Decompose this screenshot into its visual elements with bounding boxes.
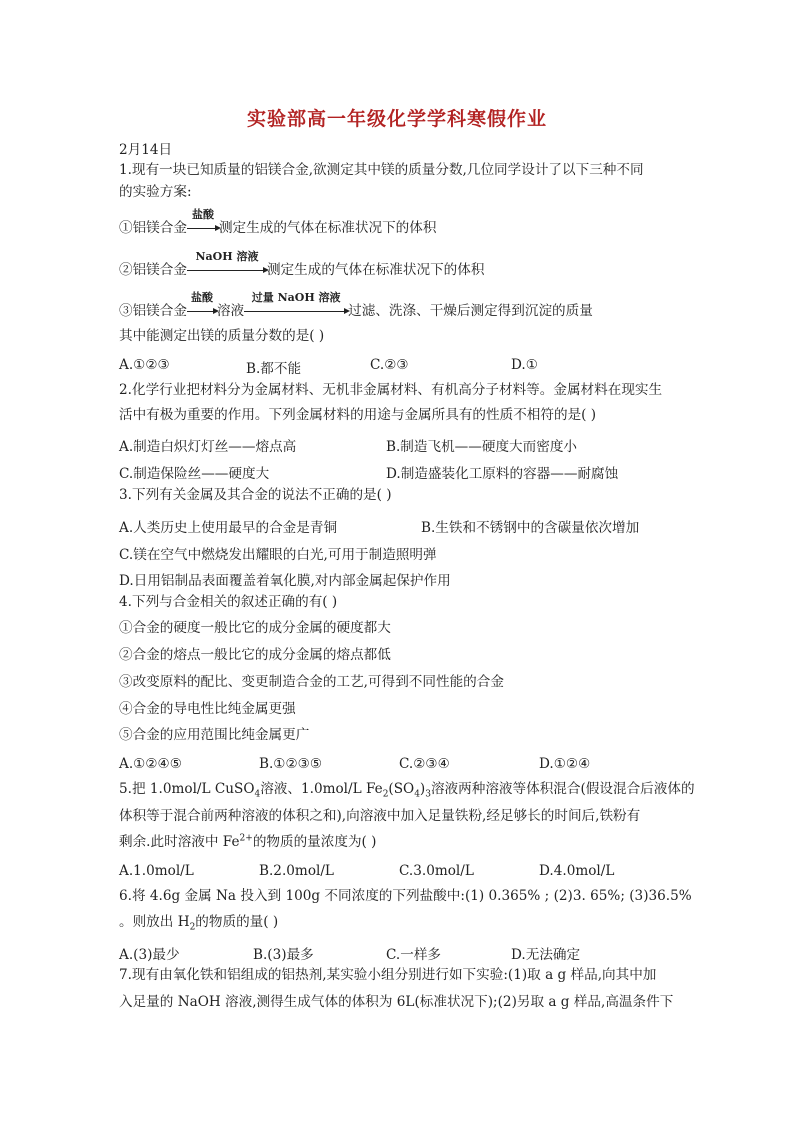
q5-option-b: B.2.0mol/L (259, 863, 334, 879)
q4-statement-5: ⑤合金的应用范围比纯金属更广 (119, 727, 310, 743)
plan2-start: ②铝镁合金 (119, 262, 187, 278)
plan3-end: 过滤、洗涤、干燥后测定得到沉淀的质量 (348, 303, 593, 319)
q4-statement-4: ④合金的导电性比纯金属更强 (119, 701, 296, 717)
q5-option-c: C.3.0mol/L (399, 863, 474, 879)
q1-stem-line2: 的实验方案: (119, 184, 192, 200)
q5-text: ) (419, 781, 426, 797)
q3-option-d: D.日用铝制品表面覆盖着氧化膜,对内部金属起保护作用 (119, 573, 451, 589)
q5-text: 剩余.此时溶液中 Fe (119, 834, 240, 850)
q1-option-d: D.① (511, 357, 538, 373)
q6-subscript: 2 (189, 922, 196, 933)
q5-subscript: 4 (254, 789, 261, 800)
q2-option-c: C.制造保险丝——硬度大 (119, 466, 270, 482)
q1-option-c: C.②③ (370, 357, 409, 373)
plan1-end: 测定生成的气体在标准状况下的体积 (218, 220, 437, 236)
q5-subscript: 2 (382, 789, 389, 800)
q2-stem-line1: 2.化学行业把材料分为金属材料、无机非金属材料、有机高分子材料等。金属材料在现实生 (119, 382, 663, 398)
q5-option-a: A.1.0mol/L (119, 863, 194, 879)
q4-statement-1: ①合金的硬度一般比它的成分金属的硬度都大 (119, 620, 391, 636)
q1-plan-3 (119, 291, 593, 319)
reaction-arrow (187, 291, 217, 319)
arrow-reagent-label: 过量 NaOH 溶液 (251, 291, 341, 304)
q5-subscript: 4 (414, 789, 420, 800)
q6-option-c: C.一样多 (386, 947, 442, 963)
q4-option-b: B.①②③⑤ (259, 756, 323, 772)
q5-text: 溶液、1.0mol/L Fe (260, 781, 383, 797)
q5-stem-line3 (119, 833, 377, 850)
q1-stem-line1: 1.现有一块已知质量的铝镁合金,欲测定其中镁的质量分数,几位同学设计了以下三种不同 (119, 162, 644, 178)
plan1-start: ①铝镁合金 (119, 220, 187, 236)
q4-statement-3: ③改变原料的配比、变更制造合金的工艺,可得到不同性能的合金 (119, 674, 504, 690)
q7-stem-line2: 入足量的 NaOH 溶液,测得生成气体的体积为 6L(标准状况下);(2)另取 a g 样品,高温条件下 (119, 994, 674, 1010)
plan3-mid: 溶液 (216, 303, 245, 319)
q6-text: 的物质的量( ) (195, 914, 279, 930)
q6-stem-line2 (119, 914, 279, 933)
arrow-reagent-label: NaOH 溶液 (195, 250, 259, 263)
q6-text: 。则放出 H (119, 914, 190, 930)
q5-superscript: 2+ (239, 833, 253, 844)
q1-option-a: A.①②③ (119, 357, 170, 373)
q6-stem-line1: 6.将 4.6g 金属 Na 投入到 100g 不同浓度的下列盐酸中:(1) 0.365% ; (2)3. 65%; (3)36.5% (119, 888, 692, 904)
q2-option-d: D.制造盛装化工原料的容器——耐腐蚀 (386, 466, 619, 482)
q5-option-d: D.4.0mol/L (539, 863, 615, 879)
q5-text: 的物质的量浓度为( ) (252, 834, 377, 850)
q5-subscript: 3 (425, 789, 431, 800)
q1-option-b: B.都不能 (246, 361, 302, 377)
q2-option-a: A.制造白炽灯灯丝——熔点高 (119, 439, 297, 455)
q7-stem-line1: 7.现有由氧化铁和铝组成的铝热剂,某实验小组分别进行如下实验:(1)取 a g 样品,向其中加 (119, 967, 657, 983)
reaction-arrow (244, 291, 348, 319)
q6-option-d: D.无法确定 (511, 947, 581, 963)
reaction-arrow (187, 208, 219, 236)
q1-question: 其中能测定出镁的质量分数的是( ) (119, 328, 325, 344)
date-label: 2月14日 (119, 142, 173, 158)
reaction-arrow (187, 250, 267, 278)
arrow-reagent-label: 盐酸 (191, 208, 214, 221)
q2-option-b: B.制造飞机——硬度大而密度小 (386, 439, 578, 455)
q4-option-c: C.②③④ (399, 756, 450, 772)
q4-option-d: D.①②④ (539, 756, 591, 772)
q6-option-b: B.(3)最多 (253, 947, 314, 963)
q4-option-a: A.①②④⑤ (119, 756, 182, 772)
q5-stem-line1 (119, 781, 695, 800)
q3-option-a: A.人类历史上使用最早的合金是青铜 (119, 520, 338, 536)
page-title: 实验部高一年级化学学科寒假作业 (246, 108, 547, 130)
q5-text: 溶液两种溶液等体积混合(假设混合后液体的 (430, 781, 695, 797)
q4-statement-2: ②合金的熔点一般比它的成分金属的熔点都低 (119, 647, 391, 663)
q3-option-c: C.镁在空气中燃烧发出耀眼的白光,可用于制造照明弹 (119, 547, 437, 563)
q5-stem-line2: 体积等于混合前两种溶液的体积之和),向溶液中加入足量铁粉,经足够长的时间后,铁粉有 (119, 808, 641, 824)
q1-plan-2 (119, 250, 485, 278)
q3-stem: 3.下列有关金属及其合金的说法不正确的是( ) (119, 487, 392, 503)
q1-plan-1 (119, 208, 437, 236)
q2-stem-line2: 活中有极为重要的作用。下列金属材料的用途与金属所具有的性质不相符的是( ) (119, 407, 597, 423)
plan2-end: 测定生成的气体在标准状况下的体积 (266, 262, 485, 278)
plan3-start: ③铝镁合金 (119, 303, 187, 319)
arrow-reagent-label: 盐酸 (190, 291, 213, 304)
q4-stem: 4.下列与合金相关的叙述正确的有( ) (119, 594, 338, 610)
q3-option-b: B.生铁和不锈钢中的含碳量依次增加 (421, 520, 640, 536)
q5-text: (SO (388, 781, 415, 797)
q5-text: 5.把 1.0mol/L CuSO (119, 781, 255, 797)
q6-option-a: A.(3)最少 (119, 947, 180, 963)
